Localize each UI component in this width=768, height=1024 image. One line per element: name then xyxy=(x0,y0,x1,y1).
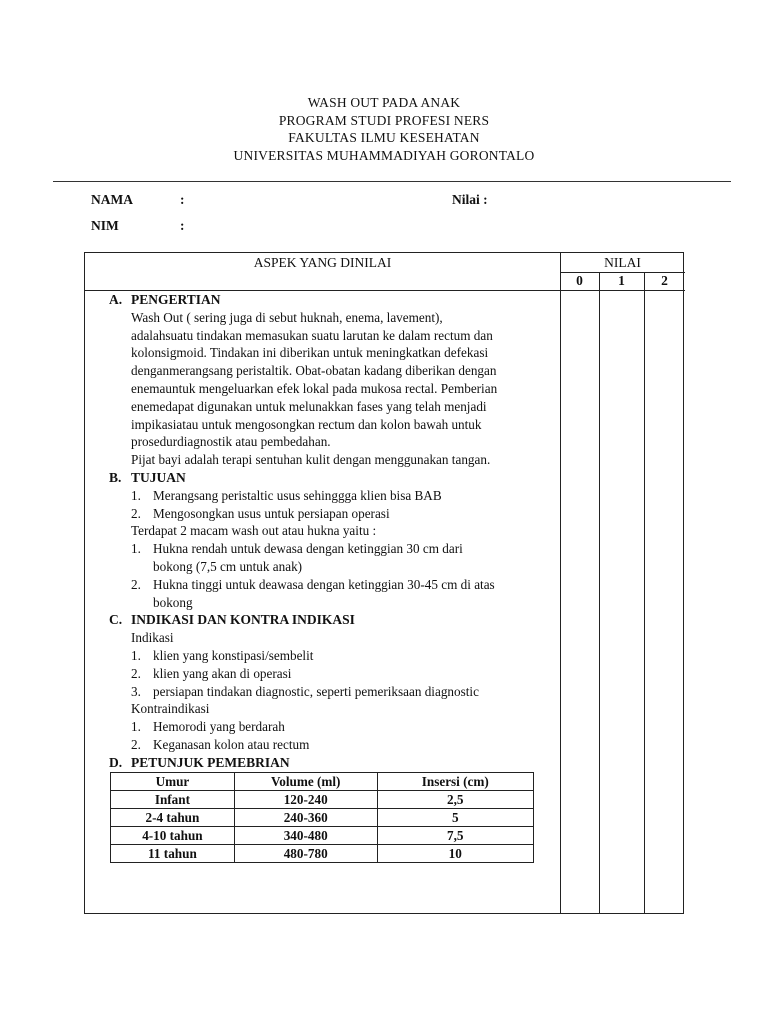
program-name: PROGRAM STUDI PROFESI NERS xyxy=(278,112,490,128)
indikasi-item: persiapan tindakan diagnostic, seperti pemeriksaan diagnostic xyxy=(153,683,479,699)
tujuan-item: Merangsang peristaltic usus sehinggga klien bisa BAB xyxy=(153,487,442,503)
aspek-header: ASPEK YANG DINILAI xyxy=(253,255,392,270)
score-0-header: 0 xyxy=(576,273,583,288)
indikasi-item: klien yang akan di operasi xyxy=(153,665,292,681)
pengertian-line: Pijat bayi adalah terapi sentuhan kulit dengan menggunakan tangan. xyxy=(131,452,491,468)
pengertian-line: Wash Out ( sering juga di sebut huknah, enema, lavement), xyxy=(131,309,443,325)
section-a-title: PENGERTIAN xyxy=(131,292,221,307)
document-header xyxy=(0,94,768,164)
section-c-letter: C. xyxy=(109,612,123,628)
cell-insersi: 10 xyxy=(377,845,533,863)
cell-volume: 480-780 xyxy=(234,845,377,863)
table-row xyxy=(111,827,534,845)
nama-label: NAMA xyxy=(91,192,133,207)
col-divider-aspek xyxy=(560,253,561,913)
cell-insersi: 2,5 xyxy=(377,791,533,809)
cell-insersi: 7,5 xyxy=(377,827,533,845)
indikasi-label: Indikasi xyxy=(131,630,174,646)
indikasi-item: klien yang konstipasi/sembelit xyxy=(153,648,314,663)
table-row xyxy=(111,845,534,863)
hukna-type-cont: bokong (7,5 cm untuk anak) xyxy=(153,559,303,574)
nilai-label: Nilai : xyxy=(452,192,488,207)
table-row xyxy=(111,809,534,827)
table-header-row xyxy=(111,773,534,791)
col-volume: Volume (ml) xyxy=(234,773,377,791)
nilai-header: NILAI xyxy=(604,255,641,270)
col-insersi: Insersi (cm) xyxy=(377,773,533,791)
university-name: UNIVERSITAS MUHAMMADIYAH GORONTALO xyxy=(233,147,535,163)
cell-volume: 120-240 xyxy=(234,791,377,809)
cell-umur: 2-4 tahun xyxy=(111,809,235,827)
pengertian-line: impikasiatau untuk mengosongkan rectum dan kolon bawah untuk xyxy=(131,416,482,432)
cell-insersi: 5 xyxy=(377,809,533,827)
hukna-num: 1. xyxy=(131,541,141,557)
hukna-type: Hukna tinggi untuk deawasa dengan ketinggian 30-45 cm di atas xyxy=(153,576,495,592)
hukna-type-cont: bokong xyxy=(153,594,193,610)
pengertian-line: denganmerangsang peristaltik. Obat-obatan kadang diberikan dengan xyxy=(131,363,497,379)
nim-label: NIM xyxy=(91,218,119,233)
table-row xyxy=(111,791,534,809)
section-d-letter: D. xyxy=(109,754,123,770)
hukna-intro: Terdapat 2 macam wash out atau hukna yaitu : xyxy=(131,523,377,539)
tujuan-num: 1. xyxy=(131,487,141,503)
pengertian-line: enemauntuk mengeluarkan efek lokal pada mukosa rectal. Pemberian xyxy=(131,381,498,396)
petunjuk-table xyxy=(110,772,534,863)
kontra-num: 2. xyxy=(131,737,141,752)
pengertian-line: adalahsuatu tindakan memasukan suatu larutan ke dalam rectum dan xyxy=(131,327,493,343)
section-c-title: INDIKASI DAN KONTRA INDIKASI xyxy=(131,612,355,628)
score-2-header: 2 xyxy=(661,273,668,288)
pengertian-line: enemedapat digunakan untuk melunakkan fases yang telah menjadi xyxy=(131,398,487,414)
tujuan-num: 2. xyxy=(131,505,141,521)
cell-volume: 340-480 xyxy=(234,827,377,845)
tujuan-item: Mengosongkan usus untuk persiapan operasi xyxy=(153,505,390,521)
nim-colon: : xyxy=(180,218,185,233)
section-b-title: TUJUAN xyxy=(131,470,186,485)
kontraindikasi-label: Kontraindikasi xyxy=(131,701,210,717)
nama-colon: : xyxy=(180,192,185,207)
indikasi-num: 1. xyxy=(131,648,141,663)
kontra-item: Hemorodi yang berdarah xyxy=(153,719,285,735)
col-umur: Umur xyxy=(111,773,235,791)
cell-volume: 240-360 xyxy=(234,809,377,827)
doc-title: WASH OUT PADA ANAK xyxy=(307,95,461,110)
section-d-title: PETUNJUK PEMEBRIAN xyxy=(131,754,290,770)
header-divider xyxy=(53,181,731,182)
faculty-name: FAKULTAS ILMU KESEHATAN xyxy=(288,130,480,145)
kontra-item: Keganasan kolon atau rectum xyxy=(153,737,310,752)
col-divider-0 xyxy=(599,272,600,913)
score-1-header: 1 xyxy=(618,273,625,288)
pengertian-line: kolonsigmoid. Tindakan ini diberikan untuk meningkatkan defekasi xyxy=(131,345,489,361)
indikasi-num: 3. xyxy=(131,683,141,699)
kontra-num: 1. xyxy=(131,719,141,735)
indikasi-num: 2. xyxy=(131,665,141,681)
assessment-table xyxy=(84,252,684,914)
cell-umur: 11 tahun xyxy=(111,845,235,863)
hukna-num: 2. xyxy=(131,576,141,592)
cell-umur: 4-10 tahun xyxy=(111,827,235,845)
col-divider-1 xyxy=(644,272,645,913)
pengertian-line: prosedurdiagnostik atau pembedahan. xyxy=(131,434,331,450)
section-b-letter: B. xyxy=(109,470,122,485)
section-a-letter: A. xyxy=(109,292,123,307)
hukna-type: Hukna rendah untuk dewasa dengan ketinggian 30 cm dari xyxy=(153,541,463,557)
cell-umur: Infant xyxy=(111,791,235,809)
